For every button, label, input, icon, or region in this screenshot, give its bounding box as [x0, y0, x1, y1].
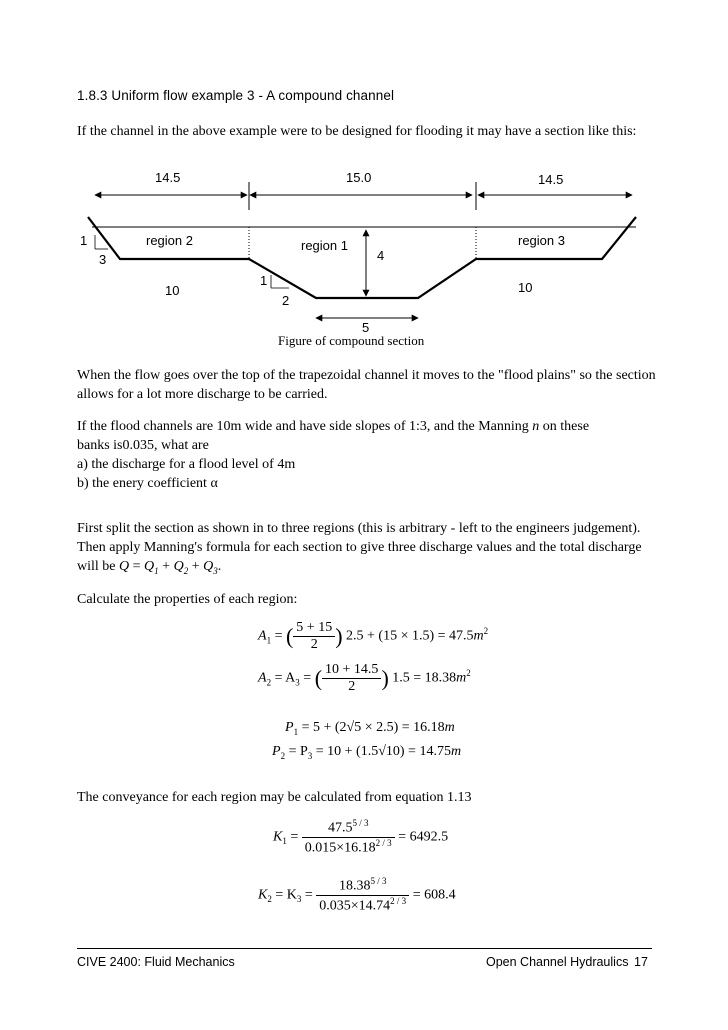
- equation-k1: $K_1$ = $\frac{47.5^{5 / 3}}{0.015\times 16.18^{2 / 3}}$ = 6492.5: [273, 818, 449, 856]
- compound-section-figure: [0, 160, 728, 335]
- paragraph-split-regions: First split the section as shown in to three regions (this is arbitrary - left to the engineers judgement). Then apply Manning's formula for each section to give three discharge values and the total discharge will be $Q = Q_1 + Q_2 + Q_3$.: [77, 521, 642, 576]
- footer-chapter: Open Channel Hydraulics: [486, 955, 629, 969]
- slope-left-3-label: 3: [99, 252, 107, 267]
- paragraph-conveyance: The conveyance for each region may be calculated from equation 1.13: [77, 790, 472, 805]
- paragraph-manning-line2: banks is0.035, what are: [77, 438, 209, 453]
- region-1-label: region 1: [301, 238, 348, 253]
- dim-mid-label: 15.0: [346, 170, 372, 185]
- question-b: b) the enery coefficient α: [77, 476, 218, 491]
- paragraph-manning-line1: If the flood channels are 10m wide and have side slopes of 1:3, and the Manning n on these: [77, 419, 590, 434]
- intro-paragraph: If the channel in the above example were to be designed for flooding it may have a section like this:: [77, 124, 637, 139]
- slope-mid-2-label: 2: [282, 293, 290, 308]
- paragraph-properties: Calculate the properties of each region:: [77, 592, 298, 607]
- bank-left-width-label: 10: [165, 283, 180, 298]
- dim-left-label: 14.5: [155, 170, 181, 185]
- slope-left-1-label: 1: [80, 233, 88, 248]
- equation-a1: $A_1$ = ( $\frac{5 + 15}{2}$ ) $2.5 + (15 \times 1.5) = 47.5m^2$: [258, 620, 489, 652]
- region-2-label: region 2: [146, 233, 193, 248]
- section-heading: 1.8.3 Uniform flow example 3 - A compound channel: [77, 88, 395, 103]
- page-number: 17: [634, 955, 648, 969]
- equation-p1: $P_1 = 5 + (2√5 \times 2.5) = 16.18m$: [285, 720, 455, 737]
- question-a: a) the discharge for a flood level of 4m: [77, 457, 296, 472]
- figure-caption: Figure of compound section: [278, 333, 425, 348]
- equation-k2-k3: $K_2 = K_3$ = $\frac{18.38^{5 / 3}}{0.035\times 14.74^{2 / 3}}$ = 608.4: [258, 876, 456, 914]
- base-width-label: 5: [362, 320, 370, 335]
- footer-rule: [77, 948, 652, 949]
- region-3-label: region 3: [518, 233, 565, 248]
- dim-right-label: 14.5: [538, 172, 564, 187]
- paragraph-flood-plains: When the flow goes over the top of the trapezoidal channel it moves to the "flood plains" so the section allows for a lot more discharge to be carried.: [77, 368, 656, 402]
- equation-p2-p3: $P_2 = P_3 = 10 + (1.5√10) = 14.75m$: [272, 744, 462, 761]
- bank-right-width-label: 10: [518, 280, 533, 295]
- footer-course: CIVE 2400: Fluid Mechanics: [77, 955, 235, 969]
- depth-label: 4: [377, 248, 385, 263]
- equation-a2-a3: $A_2 = A_3$ = ( $\frac{10 + 14.5}{2}$ ) $1.5 = 18.38m^2$: [258, 662, 471, 694]
- slope-mid-1-label: 1: [260, 273, 268, 288]
